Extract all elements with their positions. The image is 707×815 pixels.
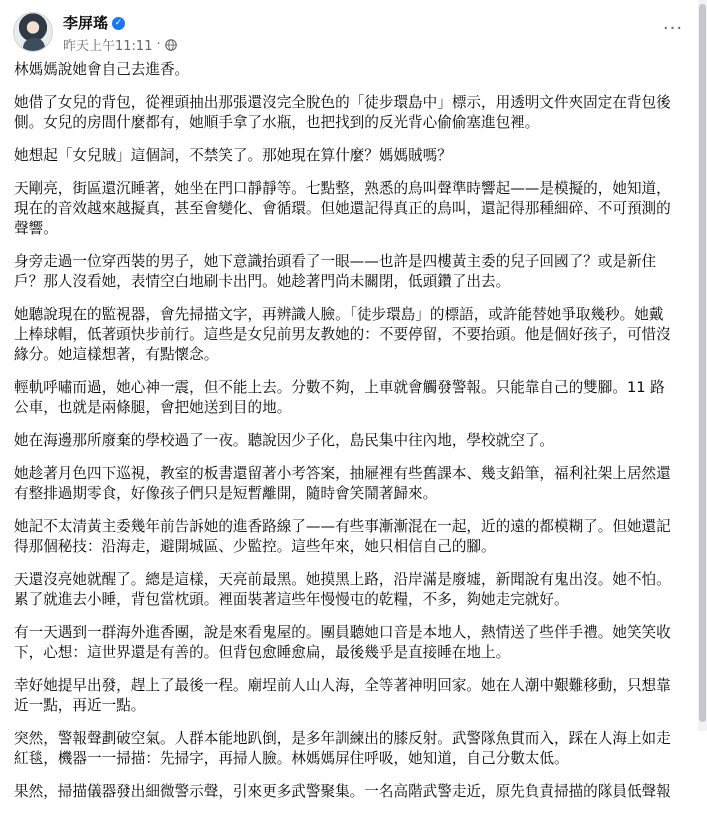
post-paragraph: 身旁走過一位穿西裝的男子，她下意識抬頭看了一眼——也許是四樓黃主委的兒子回國了？或是新住 戶？那人沒看她，表情空白地刷卡出門。她趁著門尚未關閉，低頭鑽了出去。 (14, 253, 657, 290)
globe-icon (165, 39, 177, 51)
post-paragraph: 她聽說現在的監視器，會先掃描文字，再辨識人臉。「徒步環島」的標語，或許能替她爭取幾秒。她戴 上棒球帽，低著頭快步前行。這些是女兒前男友教她的：不要停留，不要抬頭。他是個好孩子，可惜沒 緣分。她這樣想著，有點懷念。 (14, 306, 671, 363)
author-avatar[interactable] (13, 12, 53, 52)
post-paragraph: 她趁著月色四下巡視，教室的板書還留著小考答案，抽屜裡有些舊課本、幾支鉛筆，福利社架上居然還 有整排過期零食，好像孩子們只是短暫離開，隨時會笑鬧著歸來。 (14, 465, 671, 502)
post-header (13, 12, 687, 58)
scrollbar-track[interactable] (698, 0, 707, 731)
post-paragraph: 果然，掃描儀器發出細微警示聲，引來更多武警聚集。一名高階武警走近，原先負責掃描的隊員低聲報 (14, 783, 671, 800)
meta-separator: · (156, 37, 161, 52)
author-row (63, 13, 177, 33)
post-paragraph: 天剛亮，街區還沉睡著，她坐在門口靜靜等。七點整，熟悉的鳥叫聲準時響起——是模擬的，她知道， 現在的音效越來越擬真，甚至會變化、會循環。但她還記得真正的鳥叫，還記得那種細碎、不可預測的 聲響。 (14, 180, 671, 237)
verified-badge-icon: ✓ (112, 17, 125, 30)
post-paragraph: 林媽媽說她會自己去進香。 (14, 61, 190, 78)
author-block (63, 13, 177, 54)
post-paragraph: 突然，警報聲劃破空氣。人群本能地趴倒，是多年訓練出的膝反射。武警隊魚貫而入，踩在人海上如走 紅毯，機器一一掃描：先掃字，再掃人臉。林媽媽屏住呼吸，她知道，自己分數太低。 (14, 730, 671, 767)
more-options-icon[interactable]: ··· (662, 17, 684, 39)
post-paragraph: 輕軌呼嘯而過，她心神一震，但不能上去。分數不夠，上車就會觸發警報。只能靠自己的雙腳。11 路 公車，也就是兩條腿，會把她送到目的地。 (14, 379, 665, 416)
post-paragraph: 她記不太清黃主委幾年前告訴她的進香路線了——有些事漸漸混在一起，近的遠的都模糊了。但她還記 得那個秘技：沿海走，避開城區、少監控。這些年來，她只相信自己的腳。 (14, 518, 671, 555)
post-paragraph: 有一天遇到一群海外進香團，說是來看鬼屋的。團員聽她口音是本地人，熱情送了些伴手禮。她笑笑收 下，心想：這世界還是有善的。但背包愈睡愈扁，最後幾乎是直接睡在地上。 (14, 624, 671, 661)
post-paragraph: 她借了女兒的背包，從裡頭抽出那張還沒完全脫色的「徒步環島中」標示，用透明文件夾固定在背包後 側。女兒的房間什麼都有，她順手拿了水瓶，也把找到的反光背心偷偷塞進包裡。 (14, 94, 671, 131)
post-paragraph: 她在海邊那所廢棄的學校過了一夜。聽說因少子化，島民集中往內地，學校就空了。 (14, 432, 554, 449)
post-meta (63, 35, 177, 54)
post-paragraph: 天還沒亮她就醒了。總是這樣，天亮前最黑。她摸黑上路，沿岸滿是廢墟，新聞說有鬼出沒。她不怕。 累了就進去小睡，背包當枕頭。裡面裝著這些年慢慢屯的乾糧，不多，夠她走完就好。 (14, 571, 671, 608)
post-paragraph: 幸好她提早出發，趕上了最後一程。廟埕前人山人海，全等著神明回家。她在人潮中艱難移動，只想靠 近一點，再近一點。 (14, 677, 671, 714)
author-name[interactable]: 李屏瑤 (63, 14, 109, 32)
scrollbar-thumb[interactable] (699, 4, 706, 722)
post-paragraph: 她想起「女兒賊」這個詞，不禁笑了。那她現在算什麼？媽媽賊嗎？ (14, 147, 452, 164)
post-body (14, 60, 694, 815)
post-timestamp[interactable]: 昨天上午11:11 (63, 39, 153, 54)
